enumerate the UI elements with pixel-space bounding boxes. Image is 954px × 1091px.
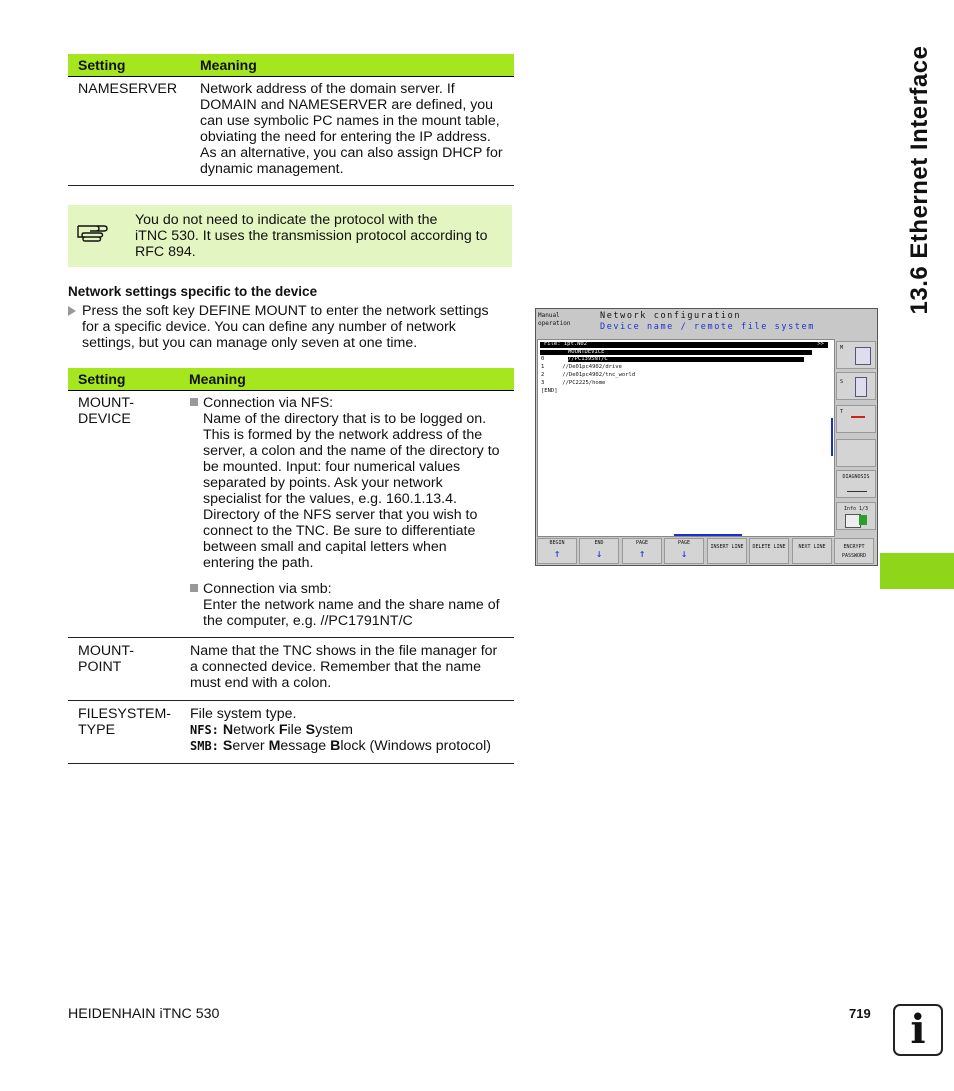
blank-softkey[interactable] xyxy=(836,439,876,467)
tnc-screenshot xyxy=(535,308,878,566)
mount-point-setting: MOUNT- POINT xyxy=(78,643,134,675)
horizontal-scrollbar[interactable] xyxy=(674,534,742,536)
softkey-row xyxy=(536,537,877,565)
softkey-begin[interactable]: BEGIN ↑ xyxy=(537,538,577,564)
mount-device-setting: MOUNT- DEVICE xyxy=(78,395,134,427)
table2-bottom-rule xyxy=(68,763,514,764)
softkey-encrypt-password[interactable]: ENCRYPT PASSWORD xyxy=(834,538,874,564)
section-bullet-text: Press the soft key DEFINE MOUNT to enter the network settings for a specific device. You can define any number of network settings, but you can manage only seven at one time. xyxy=(82,303,489,351)
mount-device-smb-bullet: Connection via smb: xyxy=(190,581,332,597)
square-bullet-icon xyxy=(190,398,198,406)
list-item[interactable]: [END] xyxy=(541,388,558,394)
mount-point-meaning: Name that the TNC shows in the file manager for a connected device. Remember that the name must end with a colon. xyxy=(190,643,498,691)
softkey-insert-line[interactable]: INSERT LINE xyxy=(707,538,747,564)
mount-table-editor xyxy=(537,339,835,537)
table2-header xyxy=(68,368,514,391)
table1-header xyxy=(68,54,514,77)
chapter-tab xyxy=(880,553,954,589)
mode-t-button[interactable]: T xyxy=(836,405,876,433)
table1-row-setting: NAMESERVER xyxy=(78,81,178,97)
pointing-hand-icon xyxy=(76,217,110,248)
smb-definition: SMB: Server Message Block (Windows protocol) xyxy=(190,738,491,754)
chapter-side-title: 13.6 Ethernet Interface xyxy=(906,45,933,315)
softkey-next-line[interactable]: NEXT LINE xyxy=(792,538,832,564)
mount-device-nfs-bullet: Connection via NFS: xyxy=(190,395,333,411)
mode-m-button[interactable]: M xyxy=(836,341,876,369)
column-header-bar: MOUNTDEVICE xyxy=(540,350,812,355)
note-box xyxy=(68,205,512,267)
table2-rule-1 xyxy=(68,637,514,638)
bullet-arrow-icon xyxy=(68,306,76,316)
mount-device-smb-text: Enter the network name and the share name of the computer, e.g. //PC1791NT/C xyxy=(203,597,500,629)
table1-bottom-rule xyxy=(68,185,514,186)
softkey-page-up[interactable]: PAGE ↑ xyxy=(622,538,662,564)
list-item[interactable]: 3 //PC2225/home xyxy=(541,380,606,386)
diagnosis-button[interactable]: DIAGNOSIS xyxy=(836,470,876,498)
info-button[interactable]: Info 1/3 xyxy=(836,502,876,530)
footer-product: HEIDENHAIN iTNC 530 xyxy=(68,1006,220,1022)
list-item[interactable]: 1 //De01pc4902/drive xyxy=(541,364,622,370)
note-text: You do not need to indicate the protocol with the iTNC 530. It uses the transmission protocol according to RFC 894. xyxy=(135,212,488,260)
table1-header-setting: Setting xyxy=(78,57,126,73)
operating-mode-label: Manual operation xyxy=(536,309,594,337)
filesystem-type-meaning: File system type. NFS: Network File System SMB: Server Message Block (Windows protocol) xyxy=(190,706,491,754)
info-icon: i xyxy=(893,1004,943,1056)
mode-s-button[interactable]: S xyxy=(836,372,876,400)
mount-device-nfs-text: Name of the directory that is to be logged on. This is formed by the network address of the server, a colon and the name of the directory to be mounted. Input: four numerical values separated by points. Ask your network specialist for the values, e.g. 160.1.13.4. Directory of the NFS server that you wish to connect to the TNC. Be sure to differentiate between small and capital letters when entering the path. xyxy=(203,411,500,571)
screen-title: Network configuration Device name / remote file system xyxy=(594,309,877,337)
cursor-bar[interactable]: //PC1395NT/C xyxy=(568,357,804,362)
table1-row-meaning: Network address of the domain server. If DOMAIN and NAMESERVER are defined, you can use symbolic PC names in the mount table, obviating the need for entering the IP address. As an alternative, you can also assign DHCP for dynamic management. xyxy=(200,81,503,177)
table2-header-meaning: Meaning xyxy=(189,371,246,387)
scrollbar[interactable] xyxy=(831,418,833,456)
page-number: 719 xyxy=(849,1006,871,1021)
table2-header-setting: Setting xyxy=(78,371,126,387)
file-bar: File: ipt.N02 >> xyxy=(540,342,828,348)
table1-header-meaning: Meaning xyxy=(200,57,257,73)
nfs-definition: NFS: Network File System xyxy=(190,722,353,738)
right-softkey-bar xyxy=(835,339,877,535)
softkey-end[interactable]: END ↓ xyxy=(579,538,619,564)
square-bullet-icon xyxy=(190,584,198,592)
list-item[interactable]: 2 //De01pc4902/tnc_world xyxy=(541,372,636,378)
table2-rule-2 xyxy=(68,700,514,701)
section-heading: Network settings specific to the device xyxy=(68,284,318,299)
softkey-delete-line[interactable]: DELETE LINE xyxy=(749,538,789,564)
softkey-page-down[interactable]: PAGE ↓ xyxy=(664,538,704,564)
list-item[interactable]: 0 xyxy=(541,356,545,362)
filesystem-type-setting: FILESYSTEM- TYPE xyxy=(78,706,172,738)
